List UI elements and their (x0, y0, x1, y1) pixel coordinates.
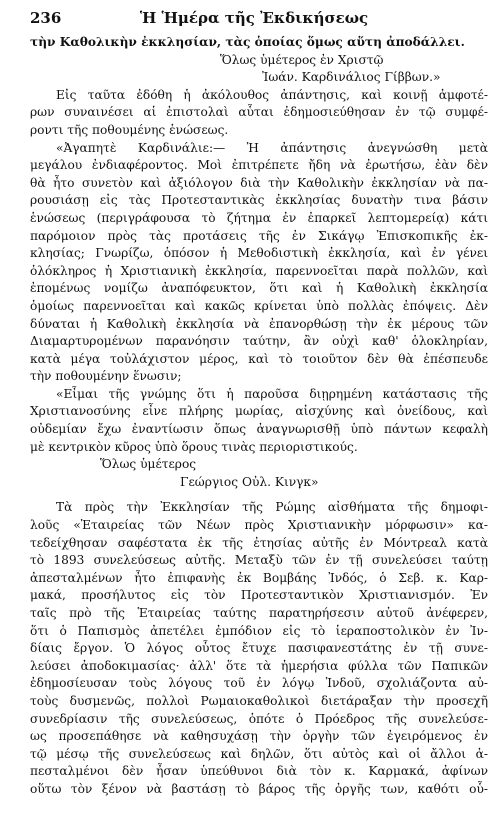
paragraph-main (30, 499, 488, 798)
text-line: συνεδρίασιν τῆς συνελεύσεως, ὁπότε ὁ Πρόεδρος τῆς συνελεύσε- (30, 711, 488, 726)
text-line: θὰ ἦτο συνετὸν καὶ ἀξιόλογον διὰ τὴν Καθολικὴν ἐκκλησίαν νὰ πα- (30, 175, 488, 190)
signature-line: Γεώργιος Οὐλ. Κινγκ» (180, 474, 319, 489)
running-title: Ἡ Ἡμέρα τῆς Ἐκδικήσεως (139, 9, 369, 27)
text-line: ἀπεσταλμένων ἦτο ἐπιφανὴς ἐκ Βομβάης Ἰνδός, ὁ Σεβ. κ. Καρ- (30, 570, 488, 585)
letter-ending (30, 34, 488, 87)
page-header (30, 10, 488, 32)
text-line: κατὰ μέγα τοὐλάχιστον μέρος, καὶ τὸ τοιοῦτον δὲν θὰ ἐπέσπευδε (30, 351, 488, 366)
text-line: Χριστιανοσύνης εἶνε πλήρης μωρίας, αἰσχύνης καὶ ὀνείδους, καὶ (30, 404, 488, 419)
closing-line: Ὅλως ὑμέτερος ἐν Χριστῷ (220, 52, 384, 67)
text-line: ἐπομένως νομίζω ἀναπόφευκτον, ὅτι καὶ ἡ Καθολικὴ ἐκκλησία (30, 281, 488, 296)
text-line: ὁλόκληρος ἡ Χριστιανικὴ ἐκκλησία, παρεννοεῖται παρὰ πολλῶν, καὶ (30, 263, 488, 278)
text-line: δύναται ἡ Καθολικὴ ἐκκλησία νὰ ἐπανορθώσῃ τὴν ἐκ μέρους τῶν (30, 316, 488, 331)
text-line: παρόμοιον πρὸς τὰς προτάσεις τῆς ἐν Σικάγῳ Ἐπισκοπικῆς ἐκ- (30, 228, 488, 243)
text-line: κλησίας; Γνωρίζω, ὁπόσον ἡ Μεθοδιστικὴ ἐκκλησία, καὶ ἐν γένει (30, 246, 488, 261)
text-line: τὴν ποθουμένην ἕνωσιν; (30, 369, 182, 384)
text-line: λοῦς «Ἑταιρείας τῶν Νέων πρὸς Χριστιανικὴν μόρφωσιν» κα- (30, 518, 488, 533)
text-line: τὸ 1893 συνελεύσεως αὐτῆς. Μεταξὺ τῶν ἐν τῇ συνελεύσει ταύτῃ (30, 553, 488, 568)
text-line: τεδείχθησαν σαφέστατα ἐκ τῆς ἐτησίας αὐτῆς ἐν Μόντρεαλ κατὰ (30, 535, 488, 550)
text-line: ὁμοίως παρεννοεῖται καὶ κακῶς κρίνεται ὑπὸ πολλὰς ἐπόψεις. Δὲν (30, 298, 488, 313)
text-line: ρων συναινέσει αἱ ἐπιστολαὶ αὗται ἐδημοσιεύθησαν ἐν τῷ συμφέ- (30, 105, 488, 120)
text-line: ως προσεπάθησε νὰ καθησυχάσῃ τὴν ὀργὴν τῶν ἐγειρόμενος ἐν (30, 729, 488, 744)
paragraph-intro (30, 87, 488, 140)
signature-line: Ἰωάν. Καρδινάλιος Γίββων.» (262, 70, 441, 85)
text-line: ρουσιάσῃ εἰς τὰς Προτεσταντικὰς ἐκκλησίας δυνατὴν τινα βάσιν (30, 193, 488, 208)
closing-line: Ὅλως ὑμέτερος (100, 457, 197, 472)
text-line: μεγάλου ἐνδιαφέροντος. Μοὶ ἐπιτρέπετε ἤδη νὰ ἐρωτήσω, ἐὰν δὲν (30, 158, 488, 173)
text-line: δίαις ἔργον. Ὁ λόγος οὗτος ἔτυχε πασιφανεστάτης ἐν τῇ συνε- (30, 641, 488, 656)
text-line: ροντι τῆς ποθουμένης ἑνώσεως. (30, 122, 229, 137)
text-line: οὕτω τὸν ξένον νὰ βαστάσῃ τὸ βάρος τῆς ὀργῆς των, καθότι οὗ- (30, 781, 488, 796)
text-line: Διαμαρτυρομένων παρανόησιν ταύτην, ἂν οὐχὶ καθ' ὁλοκληρίαν, (30, 334, 488, 349)
text-line: «Ἀγαπητὲ Καρδινάλιε:— Ἡ ἀπάντησις ἀνεγνώσθη μετὰ (56, 140, 488, 155)
text-line: τοὺς δυσμενῶς, πολλοὶ Ρωμαιοκαθολικοὶ διετάραξαν τὴν προσεχῆ (30, 693, 488, 708)
text-line: μακά, προσήλυτος εἰς τὸν Προτεσταντικὸν Χριστιανισμόν. Ἐν (30, 588, 488, 603)
letter-body (30, 140, 488, 386)
text-line: Εἰς ταῦτα ἐδόθη ἡ ἀκόλουθος ἀπάντησις, καὶ κοινῇ ἀμφοτέ- (56, 87, 488, 102)
text-line: ἐδημοσίευσαν τοὺς λόγους τοῦ ἐν λόγῳ Ἰνδοῦ, σχολιάζοντα αὐ- (30, 676, 488, 691)
text-line: οὐδεμίαν ἔχω ἐναντίωσιν ὅπως ἀναγνωρισθῇ ὑπὸ πάντων κεφαλὴ (30, 422, 488, 437)
text-line: τὴν Καθολικὴν ἐκκλησίαν, τὰς ὁποίας ὅμως αὕτη ἀποδάλλει. (30, 35, 465, 49)
text-line: ταῖς πρὸ τῆς Ἑταιρείας ταύτης παρατηρήσεσιν αὐτοῦ ἀνέφερεν, (30, 606, 488, 620)
text-line: μὲ κεντρικὸν κῦρος ὑπὸ ὅρους τινὰς περιοριστικούς. (30, 439, 358, 454)
page-number: 236 (30, 9, 62, 27)
text-line: πεσταλμένοι δὲν ἦσαν ὑπεύθυνοι διὰ τὸν κ. Καρμακά, ἀφίνων (30, 764, 488, 779)
text-line: λεύσει ἀποδοκιμασίας· ἀλλ' ὅτε τὰ ἡμερήσια φύλλα τῶν Παπικῶν (30, 658, 488, 673)
letter-body-2 (30, 386, 488, 492)
text-line: «Εἶμαι τῆς γνώμης ὅτι ἡ παροῦσα διῃρημένη κατάστασις τῆς (56, 386, 488, 401)
text-line: τῷ μέσῳ τῆς συνελεύσεως καὶ δηλῶν, ὅτι αὐτὸς καὶ οἱ ἄλλοι ἀ- (30, 746, 488, 761)
text-line: Τὰ πρὸς τὴν Ἐκκλησίαν τῆς Ρώμης αἰσθήματα τῆς δημοφι- (56, 500, 488, 515)
paragraph-gap (30, 491, 488, 499)
text-line: ὅτι ὁ Παπισμὸς ἀπετέλει ἐμπόδιον εἰς τὸ ἱεραποστολικὸν ἐν Ἰν- (30, 623, 488, 638)
text-line: ἑνώσεως (περιγράφουσα τὸ ζήτημα ἐν ἐπαρκεῖ λεπτομερείᾳ) κάτι (30, 210, 488, 225)
